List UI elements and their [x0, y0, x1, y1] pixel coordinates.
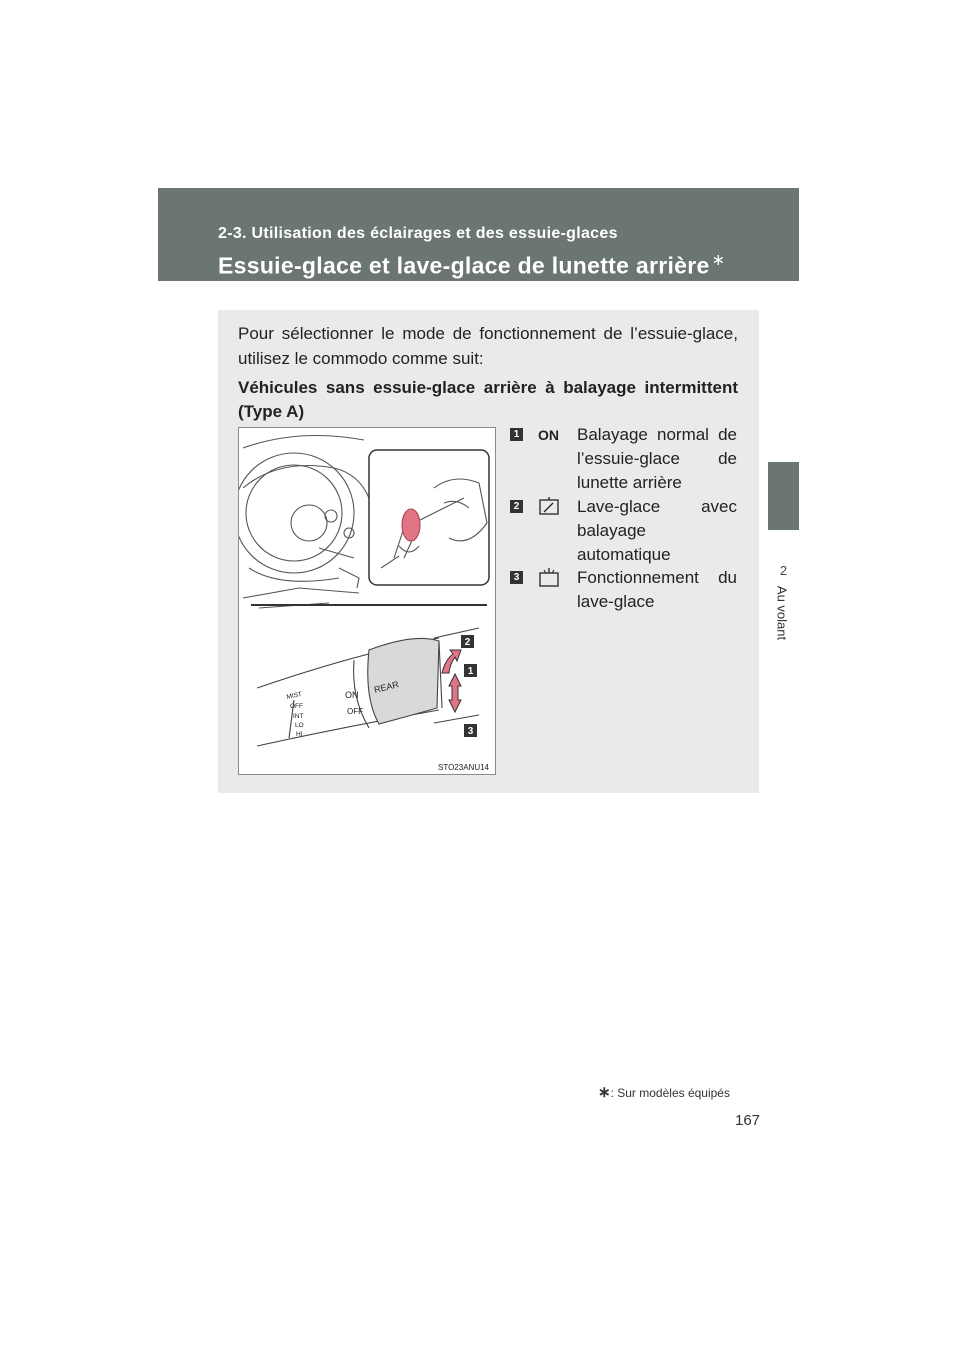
lever-label-mist: MIST: [285, 690, 303, 701]
chapter-label-text: Au volant: [774, 585, 790, 641]
footnote-asterisk: ∗: [598, 1084, 611, 1101]
item-word: Lave-glace: [577, 497, 661, 516]
figure-code: STO23ANU14: [438, 763, 489, 772]
item-word: avec: [701, 497, 737, 516]
item-line: lave-glace: [577, 592, 655, 611]
item-description: [577, 495, 737, 567]
detail-inset: [369, 450, 489, 585]
lever-closeup-drawing: [257, 628, 479, 746]
marker-3: 3: [467, 726, 474, 737]
lever-label-hi: HI: [296, 731, 303, 738]
item-description: [577, 423, 737, 495]
item-word: de: [718, 425, 737, 444]
item-word: du: [718, 568, 737, 587]
item-line: [577, 447, 737, 471]
item-line: balayage: [577, 521, 647, 540]
item-word: Balayage: [577, 425, 648, 444]
intro-paragraph: Pour sélectionner le mode de fonctionnement de l’essuie-glace, utilisez le commodo comme suit:: [238, 324, 738, 368]
page-number: 167: [735, 1112, 761, 1129]
page-title: [218, 250, 725, 280]
rear-label-on: ON: [345, 690, 359, 700]
rear-label-rear: REAR: [373, 679, 400, 695]
equipment-asterisk: ∗: [711, 252, 726, 269]
item-number-badge: 3: [510, 571, 523, 584]
marker-1: 1: [467, 666, 474, 677]
lever-label-lo: LO: [295, 722, 304, 729]
chapter-side-tab: [768, 462, 799, 530]
page-title-text: Essuie-glace et lave-glace de lunette arrière: [218, 252, 710, 279]
item-word: Fonctionnement: [577, 568, 699, 587]
vehicle-type-subheading: Véhicules sans essuie-glace arrière à balayage intermittent (Type A): [238, 378, 738, 421]
arrow-up-marker: [442, 650, 461, 673]
footnote: [598, 1083, 730, 1101]
marker-2: 2: [464, 637, 471, 648]
item-line: lunette arrière: [577, 473, 682, 492]
item-description: [577, 566, 737, 614]
section-title: 2-3. Utilisation des éclairages et des essuie-glaces: [218, 225, 618, 242]
item-mode-label-on: ON: [538, 427, 559, 443]
rear-washer-icon: [538, 567, 560, 594]
rear-label-off: OFF: [347, 707, 363, 716]
item-line: [577, 495, 737, 519]
item-line: [577, 566, 737, 590]
footnote-text: : Sur modèles équipés: [610, 1086, 730, 1100]
item-word: l’essuie-glace: [577, 449, 680, 468]
rear-wiper-icon: [538, 496, 560, 523]
arrow-double-marker: [449, 674, 461, 712]
lever-label-int: INT: [293, 713, 304, 720]
dashboard-drawing: [239, 436, 369, 609]
item-number-badge: 2: [510, 500, 523, 513]
item-number-badge: 1: [510, 428, 523, 441]
item-line: automatique: [577, 545, 671, 564]
chapter-number: 2: [779, 563, 788, 578]
item-word: normal: [657, 425, 709, 444]
item-word: de: [718, 449, 737, 468]
lever-label-off: OFF: [290, 703, 303, 710]
chapter-label: [770, 578, 794, 648]
item-line: [577, 423, 737, 447]
wiper-lever-illustration: [238, 427, 496, 775]
